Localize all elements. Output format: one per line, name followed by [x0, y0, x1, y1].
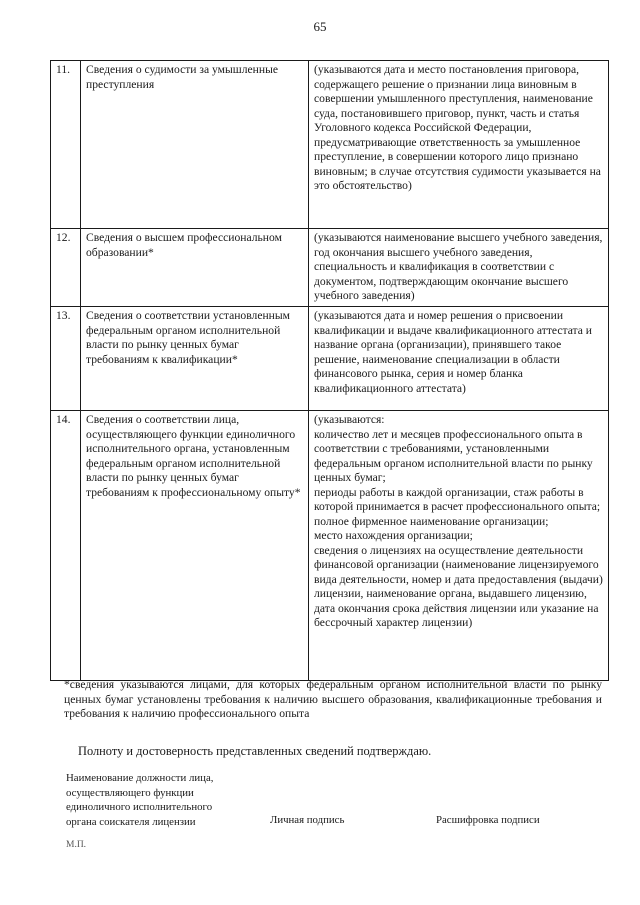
- description-line: сведения о лицензиях на осуществление деятельности финансовой организации (наименование лицензируемого вида деятельности, номер и дата предоставления (выдачи) лицензии, наименование органа, выдавшего лицензию, дата окончания срока действия лицензии или указание на бессрочный характер лицензии): [314, 543, 603, 629]
- description-line: количество лет и месяцев профессионального опыта в соответствии с требованиями, установленными федеральным органом исполнительной власти по рынку ценных бумаг;: [314, 427, 593, 484]
- row-description: (указываются наименование высшего учебного заведения, год окончания высшего учебного заведения, специальность и квалификация в соответствии с документом, подтверждающим окончание высшего учебного заведения): [309, 229, 609, 307]
- position-title-line: Наименование должности лица,: [66, 772, 214, 784]
- row-number: 13.: [51, 307, 81, 411]
- row-description: (указываются дата и место постановления приговора, содержащего решение о признании лица виновным в совершении умышленного преступления, наименование суда, постановившего приговор, пункт, часть и статья Уголовного кодекса Российской Федерации, предусматривающие ответственность за умышленное преступление, в совершении которого лицо признано виновным; в случае отсутствия судимости указывается на это обстоятельство): [309, 61, 609, 229]
- row-item: Сведения о соответствии установленным федеральным органом исполнительной власти по рынку ценных бумаг требованиям к квалификации*: [81, 307, 309, 411]
- row-number: 11.: [51, 61, 81, 229]
- signature-decoding-label: Расшифровка подписи: [436, 814, 540, 826]
- description-line: полное фирменное наименование организации;: [314, 514, 549, 528]
- table-row: [51, 411, 609, 681]
- position-title-line: органа соискателя лицензии: [66, 815, 196, 828]
- row-item: Сведения о судимости за умышленные преступления: [81, 61, 309, 229]
- description-line: (указываются:: [314, 413, 385, 426]
- table-row: [51, 307, 609, 411]
- position-title-line: единоличного исполнительного: [66, 801, 213, 813]
- row-item: Сведения о соответствии лица, осуществляющего функции единоличного исполнительного органа, установленным федеральным органом исполнительной власти по рынку ценных бумаг требованиям к профессиональному опыту*: [81, 411, 309, 681]
- requirements-table: [50, 60, 609, 681]
- position-title-label: [66, 771, 266, 829]
- description-line: место нахождения организации;: [314, 529, 473, 542]
- table-row: [51, 61, 609, 229]
- page-number: 65: [313, 19, 327, 34]
- confirmation-statement: Полноту и достоверность представленных сведений подтверждаю.: [78, 744, 432, 758]
- row-number: 14.: [51, 411, 81, 681]
- table-row: [51, 229, 609, 307]
- footnote: *сведения указываются лицами, для которых федеральным органом исполнительной власти по рынку ценных бумаг установлены требования к наличию высшего образования, квалификационные требования и требования к наличию профессионального опыта: [64, 678, 602, 720]
- row-description: [309, 411, 609, 681]
- row-item: Сведения о высшем профессиональном образовании*: [81, 229, 309, 307]
- position-title-line: осуществляющего функции: [66, 786, 194, 799]
- row-number: 12.: [51, 229, 81, 307]
- description-line: периоды работы в каждой организации, стаж работы в которой принимается в расчет профессионального опыта;: [314, 485, 601, 513]
- personal-signature-label: Личная подпись: [270, 814, 345, 826]
- row-description: (указываются дата и номер решения о присвоении квалификации и выдаче квалификационного аттестата и название органа (организации), принявшего такое решение, наименование специализации в области финансового рынка, серия и номер бланка квалификационного аттестата): [309, 307, 609, 411]
- seal-mark: М.П.: [66, 840, 87, 850]
